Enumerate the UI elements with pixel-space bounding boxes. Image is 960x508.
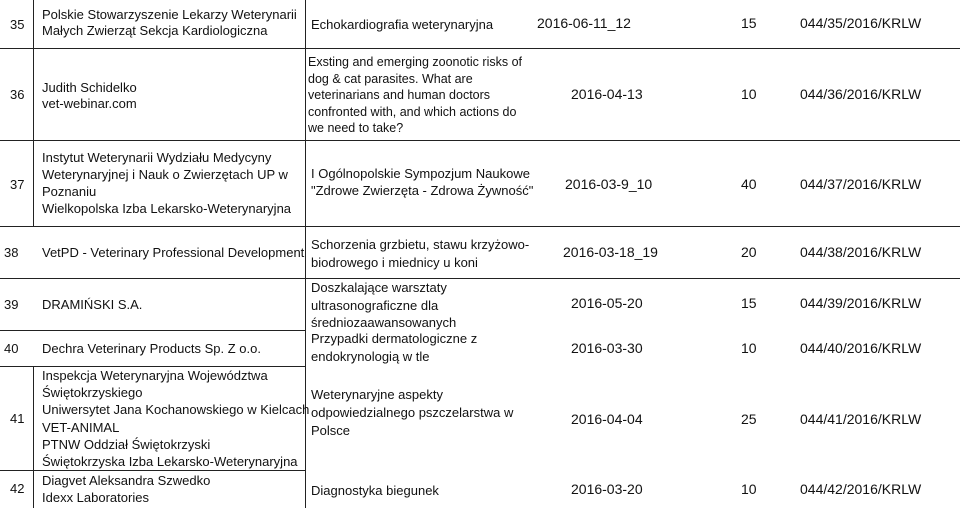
organizer: Inspekcja Weterynaryjna Województwa Świętokrzyskiego Uniwersytet Jana Kochanowskiego w Kielcach VET-ANIMAL PTNW Oddział Świętokrzyski Świętokrzyska Izba Lekarsko-Weterynaryjna: [42, 368, 310, 470]
event-title: Weterynaryjne aspekty odpowiedzialnego pszczelarstwa w Polsce: [311, 387, 514, 438]
organizer: Diagvet Aleksandra Szwedko Idexx Laboratories: [42, 473, 211, 505]
points: 10: [741, 340, 757, 356]
points: 40: [741, 176, 757, 192]
event-date: 2016-03-9_10: [565, 176, 653, 192]
event-title: Doszkalające warsztaty ultrasonograficzne dla średniozaawansowanych: [311, 280, 457, 330]
column-divider: [33, 366, 34, 508]
organizer: DRAMIŃSKI S.A.: [42, 297, 143, 312]
row-divider: [0, 278, 960, 279]
event-date: 2016-04-04: [571, 411, 643, 427]
points: 10: [741, 86, 757, 102]
registration-code: 044/36/2016/KRLW: [800, 86, 922, 102]
registration-code: 044/35/2016/KRLW: [800, 15, 922, 31]
row-number: 36: [10, 87, 25, 102]
row-divider: [0, 226, 960, 227]
event-title: Diagnostyka biegunek: [311, 483, 439, 498]
event-date: 2016-06-11_12: [537, 15, 631, 31]
points: 15: [741, 295, 757, 311]
event-title: Exsting and emerging zoonotic risks of dog & cat parasites. What are veterinarians and human doctors confronted with, and which actions do we need to take?: [308, 55, 522, 136]
points: 15: [741, 15, 757, 31]
row-divider: [0, 48, 960, 49]
column-divider: [33, 0, 34, 226]
organizer: Instytut Weterynarii Wydziału Medycyny Weterynaryjnej i Nauk o Zwierzętach UP w Poznaniu Wielkopolska Izba Lekarsko-Weterynaryjna: [42, 150, 292, 216]
event-date: 2016-05-20: [571, 295, 643, 311]
organizer: Polskie Stowarzyszenie Lekarzy Weterynarii Małych Zwierząt Sekcja Kardiologiczna: [42, 7, 297, 38]
event-date: 2016-03-20: [571, 481, 643, 497]
organizer: Judith Schidelko vet-webinar.com: [42, 80, 137, 111]
points: 25: [741, 411, 757, 427]
registration-code: 044/42/2016/KRLW: [800, 481, 922, 497]
event-date: 2016-04-13: [571, 86, 643, 102]
registration-code: 044/41/2016/KRLW: [800, 411, 922, 427]
event-title: Przypadki dermatologiczne z endokrynologią w tle: [311, 331, 478, 364]
registration-code: 044/40/2016/KRLW: [800, 340, 922, 356]
event-title: Echokardiografia weterynaryjna: [311, 17, 494, 32]
event-date: 2016-03-30: [571, 340, 643, 356]
row-number: 42: [10, 481, 25, 496]
row-divider: [0, 140, 960, 141]
registration-code: 044/39/2016/KRLW: [800, 295, 922, 311]
event-title: Schorzenia grzbietu, stawu krzyżowo- biodrowego i miednicy u koni: [311, 237, 530, 270]
organizer: Dechra Veterinary Products Sp. Z o.o.: [42, 341, 261, 356]
event-title: I Ogólnopolskie Sympozjum Naukowe "Zdrowe Zwierzęta - Zdrowa Żywność": [311, 166, 534, 198]
row-number: 38: [4, 245, 19, 260]
registration-code: 044/38/2016/KRLW: [800, 244, 922, 260]
row-number: 40: [4, 341, 19, 356]
row-divider: [0, 330, 305, 331]
event-date: 2016-03-18_19: [563, 244, 658, 260]
row-number: 35: [10, 17, 25, 32]
points: 10: [741, 481, 757, 497]
registration-code: 044/37/2016/KRLW: [800, 176, 922, 192]
organizer: VetPD - Veterinary Professional Development: [42, 245, 305, 260]
row-number: 37: [10, 177, 25, 192]
row-number: 41: [10, 411, 25, 426]
points: 20: [741, 244, 757, 260]
row-number: 39: [4, 297, 19, 312]
